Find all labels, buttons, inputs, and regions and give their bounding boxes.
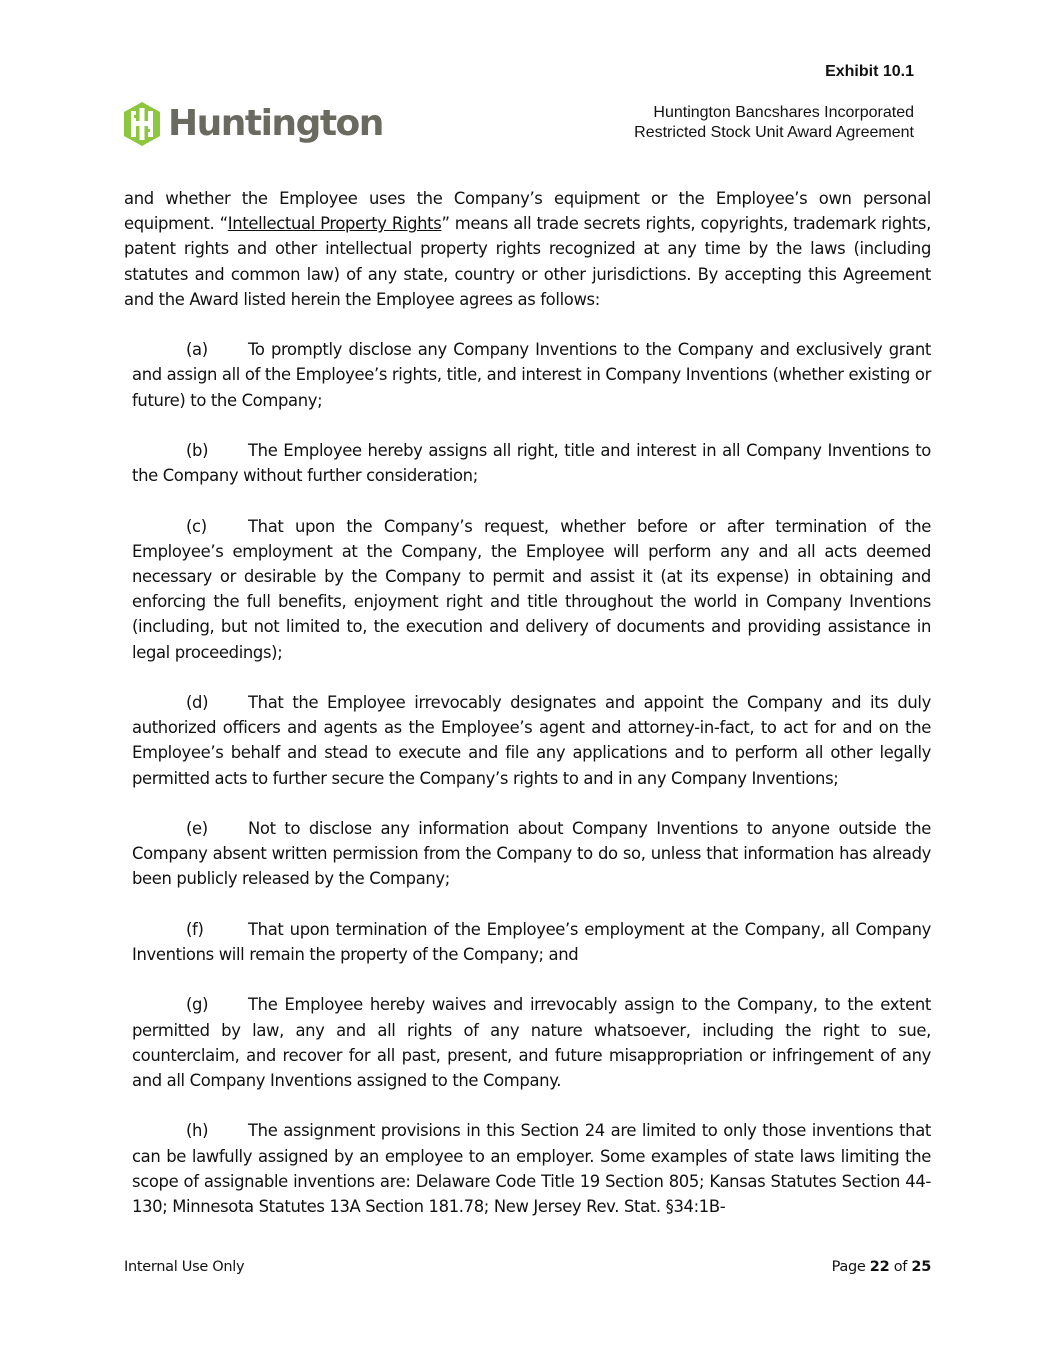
document-body (124, 186, 931, 1244)
clause-label: (e) (186, 819, 208, 838)
page-footer (124, 1259, 931, 1275)
clause-text: That upon the Company’s request, whether before or after termination of the Employee’s employment at the Company, the Employee will perform any and all acts deemed necessary or desirable by the Company to permit and assist it (at its expense) in obtaining and enforcing the full benefits, enjoyment right and title throughout the world in Company Inventions (including, but not limited to, the execution and delivery of documents and providing assistance in legal proceedings); (132, 516, 931, 662)
clause-label: (b) (186, 441, 209, 460)
clause-text: That the Employee irrevocably designates and appoint the Company and its duly authorized officers and agents as the Employee’s agent and attorney-in-fact, to act for and on the Employee’s behalf and stead to execute and file any applications and to perform all other legally permitted acts to further secure the Company’s rights to and in any Company Inventions; (132, 693, 931, 788)
defined-term: Intellectual Property Rights (227, 214, 442, 234)
clause-label: (f) (186, 919, 204, 939)
clause-h (124, 1118, 931, 1219)
huntington-logo (122, 100, 383, 148)
clause-label: (h) (186, 1121, 209, 1141)
intro-text-end: ” means all trade secrets rights, copyrights, trademark rights, patent rights and other intellectual property rights recognized at any time by the laws (including statutes and common law) of any state, country or other jurisdictions. By accepting this Agreement and the Award listed herein the Employee agrees as follows: (124, 214, 931, 309)
exhibit-label: Exhibit 10.1 (825, 63, 914, 80)
clause-text: The assignment provisions in this Section 24 are limited to only those inventions that can be lawfully assigned by an employee to an employer. Some examples of state laws limiting the scope of assignable inventions are: Delaware Code Title 19 Section 805; Kansas Statutes Section 44-130; Minnesota Statutes 13A Section 181.78; New Jersey Rev. Stat. §34:1B- (132, 1121, 931, 1216)
clause-label: (c) (186, 516, 207, 536)
document-header (634, 103, 914, 143)
clause-text: That upon termination of the Employee’s employment at the Company, all Company Inventions will remain the property of the Company; and (132, 919, 931, 964)
clause-g (124, 992, 931, 1093)
clause-b (124, 438, 931, 488)
clause-f (124, 917, 931, 967)
clause-e (124, 816, 931, 892)
page-word: Page (831, 1259, 866, 1275)
clause-label: (g) (186, 995, 209, 1015)
clause-label: (d) (186, 693, 209, 712)
clause-text: The Employee hereby assigns all right, title and interest in all Company Inventions to the Company without further consideration; (132, 441, 931, 486)
intro-text-start: and whether the Employee uses the Company’s equipment or the Employee’s own personal equipment. “ (124, 189, 931, 234)
clause-text: Not to disclose any information about Company Inventions to anyone outside the Company absent written permission from the Company to do so, unless that information has already been publicly released by the Company; (132, 819, 931, 889)
intro-paragraph (124, 186, 931, 312)
document-title: Restricted Stock Unit Award Agreement (634, 124, 914, 141)
logo-wordmark: Huntington (168, 103, 383, 144)
clause-d (124, 690, 931, 791)
of-word: of (893, 1259, 908, 1275)
page-number (832, 1259, 931, 1275)
footer-classification: Internal Use Only (124, 1259, 245, 1275)
total-pages: 25 (911, 1259, 931, 1275)
current-page: 22 (869, 1259, 890, 1275)
clause-a (124, 337, 931, 413)
clause-label: (a) (186, 340, 208, 360)
huntington-logo-mark-icon (122, 101, 162, 147)
clause-c (124, 514, 931, 665)
clause-text: To promptly disclose any Company Inventions to the Company and exclusively grant and assign all of the Employee’s rights, title, and interest in Company Inventions (whether existing or future) to the Company; (132, 340, 931, 410)
company-name: Huntington Bancshares Incorporated (653, 104, 914, 121)
clause-text: The Employee hereby waives and irrevocably assign to the Company, to the extent permitted by law, any and all rights of any nature whatsoever, including the right to sue, counterclaim, and recover for all past, present, and future misappropriation or infringement of any and all Company Inventions assigned to the Company. (132, 995, 931, 1090)
